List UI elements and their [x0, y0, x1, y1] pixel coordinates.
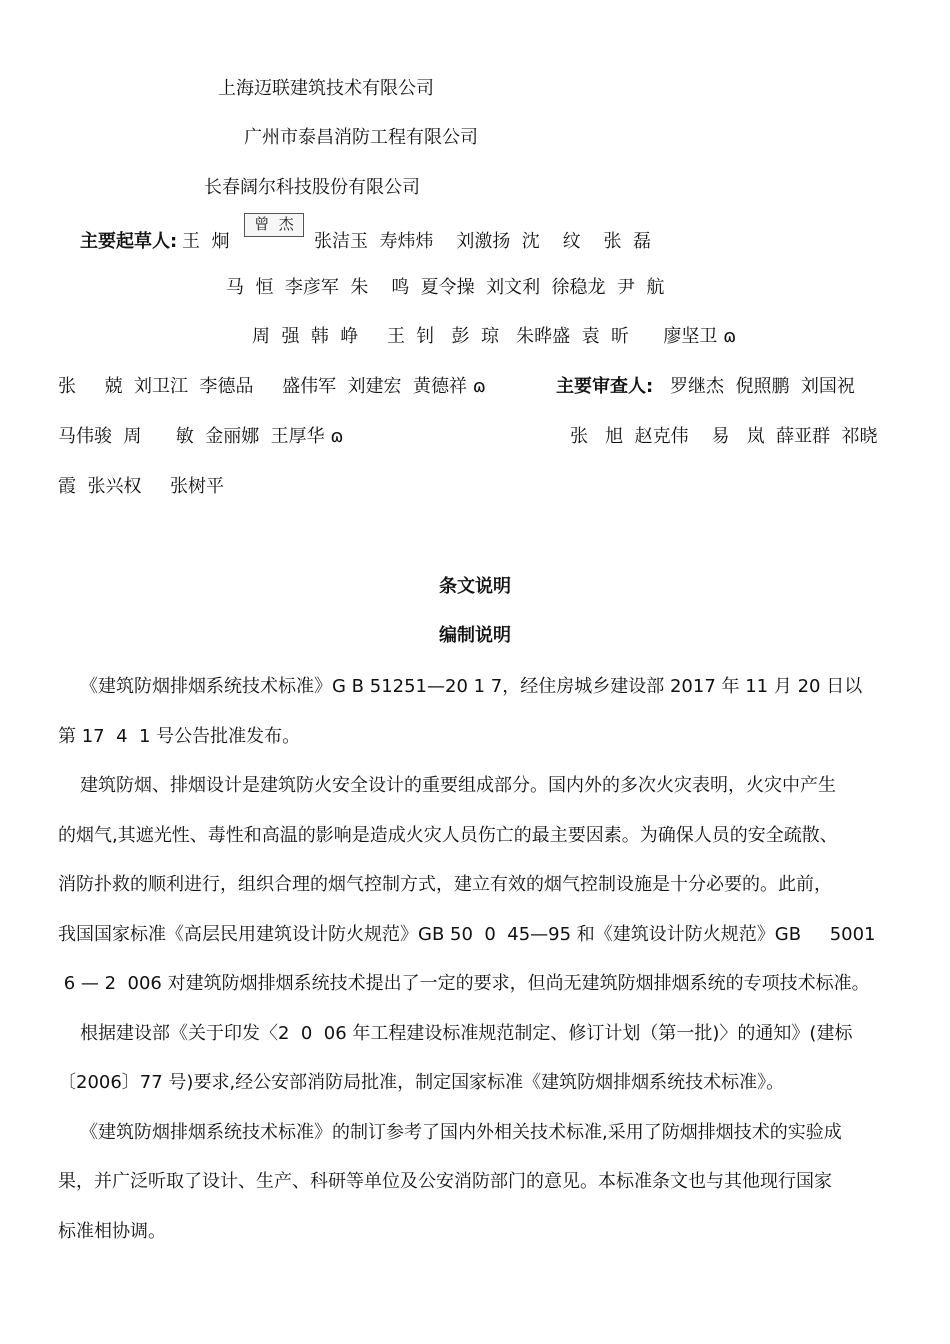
- paragraph-4-line-1: 《建筑防烟排烟系统技术标准》的制订参考了国内外相关技术标准,采用了防烟排烟技术的实验成: [80, 1122, 842, 1143]
- paragraph-2-line-5: 6 — 2 006 对建筑防烟排烟系统技术提出了一定的要求，但尚无建筑防烟排烟系统的专项技术标准。: [58, 973, 870, 994]
- drafters-row2: 马 恒 李彦军 朱 鸣 夏令操 刘文利 徐稳龙 尹 航: [226, 277, 665, 298]
- paragraph-2-line-3: 消防扑救的顺利进行，组织合理的烟气控制方式，建立有效的烟气控制设施是十分必要的。此前，: [58, 874, 832, 895]
- section-title: 条文说明: [439, 576, 511, 597]
- reviewers-label: 主要审查人:: [556, 376, 654, 397]
- company-1: 上海迈联建筑技术有限公司: [218, 78, 434, 99]
- company-3: 长春阔尔科技股份有限公司: [204, 177, 420, 198]
- paragraph-1-line-1: 《建筑防烟排烟系统技术标准》G B 51251—20 1 7，经住房城乡建设部 2017 年 11 月 20 日以: [80, 676, 863, 697]
- drafters-row4: 张 兢 刘卫江 李德品 盛伟军 刘建宏 黄德祥 ɷ: [58, 376, 486, 397]
- paragraph-3-line-2: 〔2006〕77 号)要求,经公安部消防局批准，制定国家标准《建筑防烟排烟系统技术标准》。: [58, 1072, 785, 1093]
- reviewers-row1: 罗继杰 倪照鹏 刘国祝: [670, 376, 855, 397]
- drafters-row1-a: 王 炯: [182, 231, 230, 252]
- reviewers-row3: 霞 张兴权 张树平: [58, 476, 225, 497]
- name-stamp: 曾 杰: [244, 213, 304, 237]
- drafters-label: 主要起草人:: [80, 231, 178, 252]
- subsection-title: 编制说明: [439, 625, 511, 646]
- drafters-row3: 周 强 韩 峥 王 钊 彭 琼 朱晔盛 袁 昕 廖坚卫 ɷ: [252, 326, 737, 347]
- paragraph-4-line-2: 果，并广泛听取了设计、生产、科研等单位及公安消防部门的意见。本标准条文也与其他现行国家: [58, 1171, 832, 1192]
- company-2: 广州市泰昌消防工程有限公司: [244, 127, 478, 148]
- drafters-row1-b: 张洁玉 寿炜炜 刘激扬 沈 纹 张 磊: [314, 231, 651, 252]
- paragraph-2-line-4: 我国国家标准《高层民用建筑设计防火规范》GB 50 0 45—95 和《建筑设计防火规范》GB 5001: [58, 924, 876, 945]
- paragraph-2-line-1: 建筑防烟、排烟设计是建筑防火安全设计的重要组成部分。国内外的多次火灾表明，火灾中产生: [80, 775, 836, 796]
- reviewers-row2-left: 马伟骏 周 敏 金丽娜 王厚华 ɷ: [58, 426, 344, 447]
- paragraph-1-line-2: 第 17 4 1 号公告批准发布。: [58, 726, 301, 747]
- paragraph-3-line-1: 根据建设部《关于印发〈2 0 06 年工程建设标准规范制定、修订计划（第一批)〉的通知》(建标: [80, 1023, 853, 1044]
- reviewers-row2-right: 张 旭 赵克伟 易 岚 薛亚群 祁晓: [570, 426, 878, 447]
- paragraph-2-line-2: 的烟气,其遮光性、毒性和高温的影响是造成火灾人员伤亡的最主要因素。为确保人员的安全疏散、: [58, 825, 838, 846]
- paragraph-4-line-3: 标准相协调。: [58, 1221, 166, 1242]
